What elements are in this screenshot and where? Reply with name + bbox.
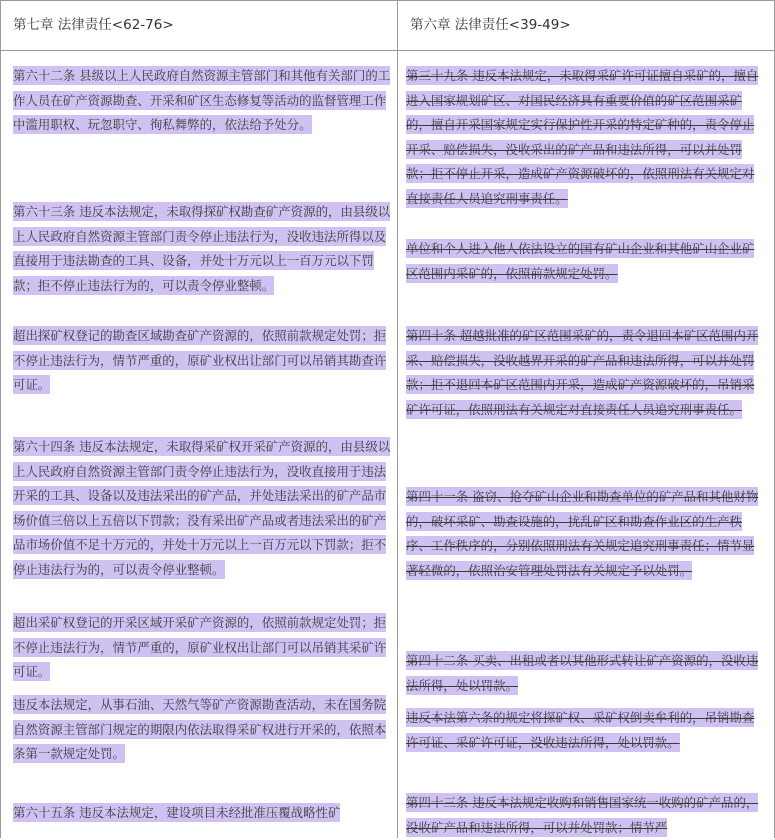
article-43-paragraph: 第四十三条 违反本法规定收购和销售国家统一收购的矿产品的，没收矿产品和违法所得，可以并处罚款；情节严 [406, 795, 759, 835]
article-65-paragraph: 第六十五条 违反本法规定，建设项目未经批准压覆战略性矿 [13, 805, 341, 820]
article-64-paragraph: 第六十四条 违反本法规定，未取得采矿权开采矿产资源的，由县级以上人民政府自然资源主管部门责令停止违法行为，没收直接用于违法开采的工具、设备以及违法采出的矿产品，并处违法采出的矿产品市场价值三倍以上五倍以下罚款；没有采出矿产品或者违法采出的矿产品市场价值不足十万元的，并处十万元以上一百万元以下罚款；拒不停止违法行为的，可以责令停业整顿。 [13, 439, 391, 577]
new-law-column [0, 1, 398, 838]
chapter-title: 第六章 法律责任<39-49> [410, 17, 571, 33]
article-39-paragraph-2: 单位和个人进入他人依法设立的国有矿山企业和其他矿山企业矿区范围内采矿的，依照前款规定处罚。 [406, 241, 755, 281]
column-header [398, 1, 774, 51]
article-63-paragraph-2: 超出探矿权登记的勘查区域勘查矿产资源的，依照前款规定处罚；拒不停止违法行为，情节严重的，原矿业权出让部门可以吊销其勘查许可证。 [13, 328, 387, 393]
article-41-paragraph: 第四十一条 盗窃、抢夺矿山企业和勘查单位的矿产品和其他财物的，破坏采矿、勘查设施的，扰乱矿区和勘查作业区的生产秩序、工作秩序的，分别依照刑法有关规定追究刑事责任；情节显著轻微的，依照治安管理处罚法有关规定予以处罚。 [406, 489, 759, 578]
article-40-paragraph: 第四十条 超越批准的矿区范围采矿的，责令退回本矿区范围内开采、赔偿损失，没收越界开采的矿产品和违法所得，可以并处罚款；拒不退回本矿区范围内开采，造成矿产资源破坏的，吊销采矿许可证，依照刑法有关规定对直接责任人员追究刑事责任。 [406, 328, 759, 417]
old-law-column [397, 1, 775, 838]
article-64-paragraph-3: 违反本法规定，从事石油、天然气等矿产资源勘查活动，未在国务院自然资源主管部门规定的期限内依法取得采矿权进行开采的，依照本条第一款规定处罚。 [13, 697, 387, 762]
article-64-paragraph-2: 超出采矿权登记的开采区域开采矿产资源的，依照前款规定处罚；拒不停止违法行为，情节严重的，原矿业权出让部门可以吊销其采矿许可证。 [13, 615, 387, 680]
article-42-paragraph: 第四十二条 买卖、出租或者以其他形式转让矿产资源的，没收违法所得，处以罚款。 [406, 653, 759, 693]
article-62-paragraph: 第六十二条 县级以上人民政府自然资源主管部门和其他有关部门的工作人员在矿产资源勘查、开采和矿区生态修复等活动的监督管理工作中滥用职权、玩忽职守、徇私舞弊的，依法给予处分。 [13, 68, 391, 133]
chapter-title: 第七章 法律责任<62-76> [13, 17, 174, 33]
article-39-paragraph: 第三十九条 违反本法规定，未取得采矿许可证擅自采矿的，擅自进入国家规划矿区、对国民经济具有重要价值的矿区范围采矿的，擅自开采国家规定实行保护性开采的特定矿种的，责令停止开采、赔偿损失，没收采出的矿产品和违法所得，可以并处罚款；拒不停止开采，造成矿产资源破坏的，依照刑法有关规定对直接责任人员追究刑事责任。 [406, 68, 759, 206]
article-63-paragraph: 第六十三条 违反本法规定，未取得探矿权勘查矿产资源的，由县级以上人民政府自然资源主管部门责令停止违法行为，没收违法所得以及直接用于违法勘查的工具、设备，并处十万元以上一百万元以下罚款；拒不停止违法行为的，可以责令停业整顿。 [13, 204, 391, 293]
column-header [1, 1, 398, 51]
article-42-paragraph-2: 违反本法第六条的规定将探矿权、采矿权倒卖牟利的，吊销勘查许可证、采矿许可证，没收违法所得，处以罚款。 [406, 710, 755, 750]
